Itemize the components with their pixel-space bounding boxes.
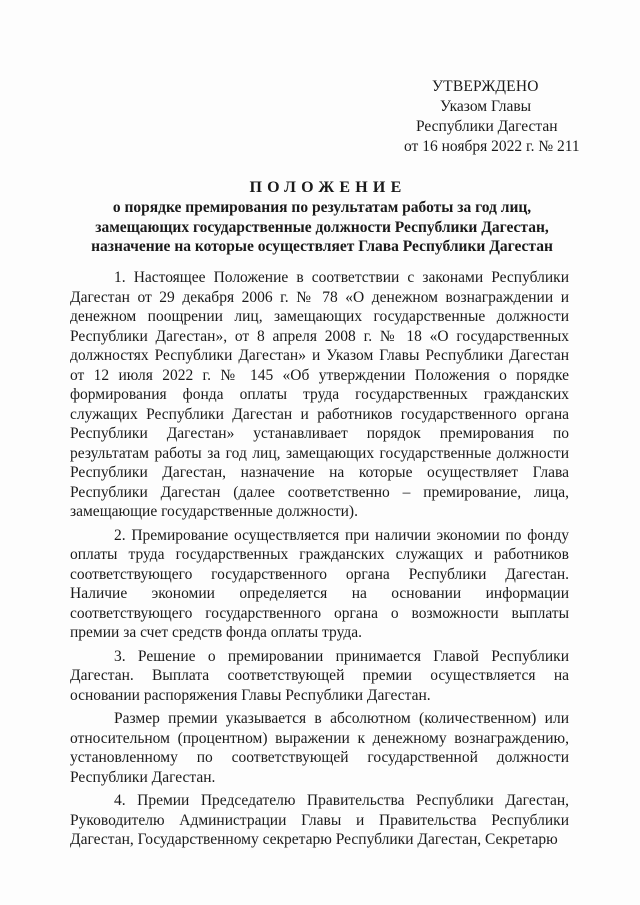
document-title <box>62 178 582 257</box>
paragraph-1: 1. Настоящее Положение в соответствии с законами Республики Дагестан от 29 декабря 2006 г. № 78 «О денежном вознаграждении и денежном поощрении лиц, замещающих государственные должности Республики Дагестан», от 8 апреля 2008 г. № 18 «О государственных должностях Республики Дагестан» и Указом Главы Республики Дагестан от 12 июля 2022 г. № 145 «Об утверждении Положения о порядке формирования фонда оплаты труда государственных гражданских служащих Республики Дагестан и работников государственного органа Республики Дагестан» устанавливает порядок премирования по результатам работы за год лиц, замещающих государственные должности Республики Дагестан, назначение на которые осуществляет Глава Республики Дагестан (далее соответственно – премирование, лица, замещающие государственные должности). <box>70 269 569 520</box>
approval-stamp <box>394 77 594 157</box>
decree-label: Указом Главы <box>440 98 532 115</box>
title-heading: ПОЛОЖЕНИЕ <box>249 179 407 196</box>
decree-date-number: от 16 ноября 2022 г. № 211 <box>404 138 580 155</box>
republic-label: Республики Дагестан <box>416 118 558 135</box>
paragraph-3-continued: Размер премии указывается в абсолютном (количественном) или относительном (процентном) выражении к денежному вознаграждению, установленному по соответствующей государственной должности Республики Дагестан. <box>70 710 569 786</box>
paragraph-2: 2. Премирование осуществляется при наличии экономии по фонду оплаты труда государственных гражданских служащих и работников соответствующего государственного органа Республики Дагестан. Наличие экономии определяется на основании информации соответствующего государственного органа о возможности выплаты премии за счет средств фонда оплаты труда. <box>70 526 569 641</box>
paragraph-3: 3. Решение о премировании принимается Главой Республики Дагестан. Выплата соответствующей премии осуществляется на основании распоряжения Главы Республики Дагестан. <box>70 647 569 704</box>
paragraph-4: 4. Премии Председателю Правительства Республики Дагестан, Руководителю Администрации Главы и Правительства Республики Дагестан, Государственному секретарю Республики Дагестан, Секретарю <box>70 792 569 848</box>
title-subtitle-line-2: замещающих государственные должности Республики Дагестан, <box>95 218 549 236</box>
title-subtitle-line-1: о порядке премирования по результатам работы за год лиц, <box>112 199 532 216</box>
approved-label: УТВЕРЖДЕНО <box>432 78 539 95</box>
title-subtitle-line-3: назначение на которые осуществляет Глава Республики Дагестан <box>91 238 553 255</box>
document-body <box>70 268 569 854</box>
